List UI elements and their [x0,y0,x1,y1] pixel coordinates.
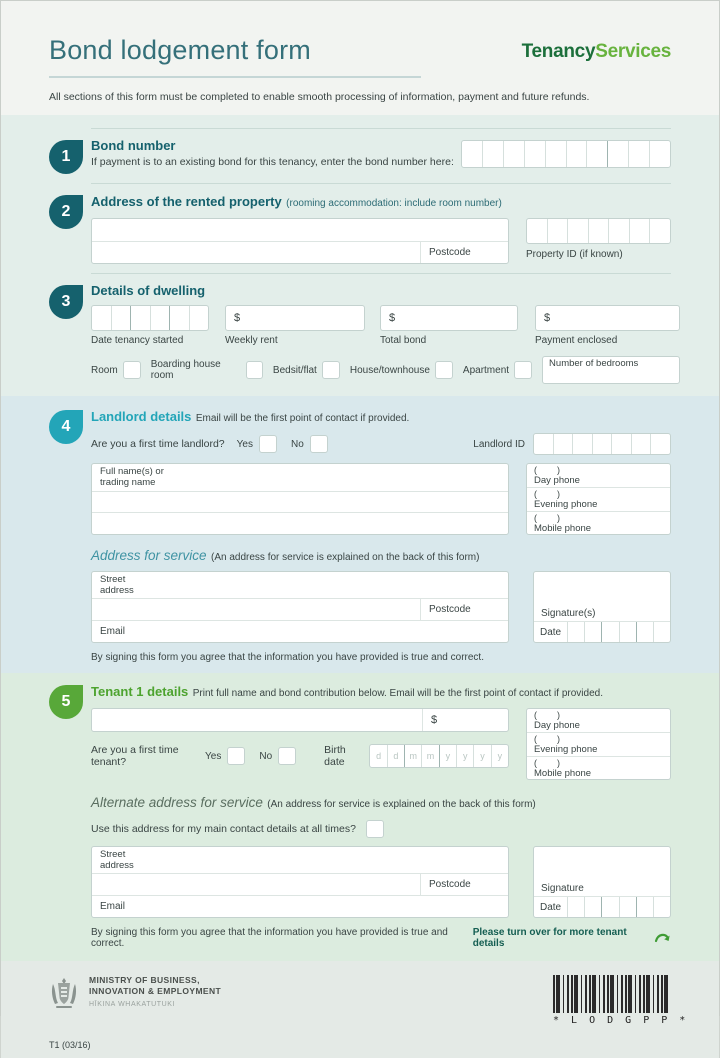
property-id-label: Property ID (if known) [526,249,623,260]
total-bond-input[interactable] [380,305,518,331]
currency-symbol: $ [431,714,438,726]
day-phone-label: Day phone [534,720,580,731]
landlord-evening-phone-field[interactable] [527,488,670,512]
ministry-line-1: MINISTRY OF BUSINESS, [89,975,200,985]
section-bond-number [49,138,671,174]
first-time-tenant-no-checkbox[interactable] [278,747,296,765]
landlord-name-input[interactable] [91,463,509,535]
section-dwelling-details [49,283,671,384]
footer [1,961,719,1058]
landlord-sign-date-input[interactable] [534,621,670,642]
day-phone-label: Day phone [534,475,580,486]
section-2-note: (rooming accommodation: include room number) [286,198,502,209]
section-property-address [49,193,671,264]
tenant-email-field[interactable] [92,896,508,917]
street-label-1: Street [100,849,126,860]
form-code: T1 (03/16) [49,1040,91,1050]
tenant-sign-date-input[interactable] [534,896,670,917]
landlord-mobile-phone-field[interactable] [527,512,670,535]
logo-tenancy: Tenancy [521,41,596,62]
use-address-question: Use this address for my main contact details at all times? [91,823,356,835]
landlord-id-label: Landlord ID [473,438,525,450]
postcode-field[interactable] [420,242,508,264]
landlord-phones-input[interactable] [526,463,671,535]
email-label: Email [100,626,126,637]
dwelling-type-boarding-label: Boarding house room [150,359,221,381]
service-address-line-2[interactable] [92,874,420,895]
section-tenant-details [49,683,671,949]
currency-symbol: $ [389,312,396,324]
landlord-email-field[interactable] [92,621,508,642]
mobile-phone-label: Mobile phone [534,523,592,534]
street-label-1: Street [100,574,126,585]
nz-coat-of-arms-icon [49,975,79,1015]
address-line-2[interactable] [92,242,420,264]
no-label: No [259,750,273,762]
phone-bracket: ( ) [534,710,560,720]
logo-services: Services [595,41,671,62]
dwelling-type-bedsit-label: Bedsit/flat [272,364,317,376]
total-bond-label: Total bond [380,335,427,346]
page-title: Bond lodgement form [49,35,311,65]
postcode-label: Postcode [429,246,471,258]
section-divider [91,128,671,129]
section-2-badge: 2 [49,195,83,229]
sections-1-3-band [1,115,719,396]
landlord-signature-box[interactable] [533,571,671,643]
signature-label: Signature(s) [541,608,596,619]
section-2-title: Address of the rented property [91,194,282,209]
service-address-line-2[interactable] [92,599,420,620]
first-time-tenant-yes-checkbox[interactable] [227,747,245,765]
mobile-phone-label: Mobile phone [534,768,592,779]
service-postcode-field[interactable] [420,599,508,620]
phone-bracket: ( ) [534,465,560,475]
number-of-bedrooms-input[interactable] [542,356,680,384]
first-time-landlord-question: Are you a first time landlord? [91,438,225,450]
turn-over-arrow-icon [655,932,671,945]
signature-area[interactable] [534,847,670,883]
section-1-subtitle: If payment is to an existing bond for this tenancy, enter the bond number here: [91,156,454,168]
birth-date-input[interactable]: d d m m y y y y [369,744,509,768]
date-label: Date [540,901,562,913]
birth-date-label: Birth date [324,744,346,768]
weekly-rent-label: Weekly rent [225,335,278,346]
evening-phone-label: Evening phone [534,744,598,755]
bedrooms-label: Number of bedrooms [549,358,639,369]
date-tenancy-label: Date tenancy started [91,335,184,346]
weekly-rent-input[interactable] [225,305,365,331]
street-label-2: address [100,860,134,872]
payment-enclosed-label: Payment enclosed [535,335,618,346]
phone-bracket: ( ) [534,758,560,768]
header [1,1,719,115]
date-label: Date [540,626,562,638]
yes-label: Yes [236,438,253,450]
barcode [553,975,671,1013]
turn-over-text: Please turn over for more tenant details [472,927,627,949]
postcode-label: Postcode [429,604,471,615]
dwelling-type-house-label: House/townhouse [349,364,430,376]
section-5-note: Print full name and bond contribution below. Email will be the first point of contact if provided. [192,688,603,699]
postcode-label: Postcode [429,879,471,890]
tenant-contribution-field[interactable] [422,709,508,731]
evening-phone-label: Evening phone [534,499,598,510]
tenant-name-field[interactable] [92,709,422,731]
phone-bracket: ( ) [534,513,560,523]
landlord-name-label-1: Full name(s) or [100,466,164,477]
tenant-phones-input[interactable] [526,708,671,780]
payment-enclosed-input[interactable] [535,305,680,331]
property-id-input[interactable] [526,218,671,244]
section-landlord-details [49,408,671,663]
tenant-day-phone-field[interactable] [527,709,670,733]
tenant-service-address-input[interactable] [91,846,509,918]
address-line-1[interactable] [92,219,508,242]
dwelling-type-room-checkbox[interactable] [123,361,141,379]
tenancy-services-logo [522,35,671,63]
landlord-id-input[interactable] [533,433,671,455]
tenant-name-contribution-input[interactable] [91,708,509,732]
service-postcode-field[interactable] [420,874,508,895]
signature-area[interactable] [534,572,670,608]
section-divider [91,183,671,184]
section-1-badge: 1 [49,140,83,174]
signature-label: Signature [541,883,584,894]
tenancy-start-date-input[interactable] [91,305,209,331]
rented-property-address-input[interactable] [91,218,509,264]
tenant-signature-box[interactable] [533,846,671,918]
currency-symbol: $ [234,312,241,324]
yes-label: Yes [205,750,222,762]
alternate-address-title: Alternate address for service [91,795,263,810]
mbie-logo [49,975,221,1015]
dwelling-type-apartment-checkbox[interactable] [514,361,532,379]
section-5-badge: 5 [49,685,83,719]
landlord-agreement-text: By signing this form you agree that the information you have provided is true and correct. [91,652,484,663]
section-4-badge: 4 [49,410,83,444]
tenant-evening-phone-field[interactable] [527,733,670,757]
ministry-line-2: INNOVATION & EMPLOYMENT [89,986,222,997]
landlord-name-label-2: trading name [100,477,156,489]
landlord-day-phone-field[interactable] [527,464,670,488]
first-time-landlord-no-checkbox[interactable] [310,435,328,453]
phone-bracket: ( ) [534,489,560,499]
tenant-agreement-text: By signing this form you agree that the information you have provided is true and correct. [91,927,448,949]
no-label: No [290,438,304,450]
address-for-service-note: (An address for service is explained on the back of this form) [211,552,480,563]
intro-text: All sections of this form must be completed to enable smooth processing of information, payment and future refunds. [49,91,590,103]
section-4-title: Landlord details [91,409,192,424]
phone-bracket: ( ) [534,734,560,744]
section-divider [91,273,671,274]
dwelling-type-apartment-label: Apartment [462,364,510,376]
dwelling-type-bedsit-checkbox[interactable] [322,361,340,379]
alternate-address-note: (An address for service is explained on the back of this form) [267,799,536,810]
dwelling-type-boarding-checkbox[interactable] [246,361,263,379]
section-3-badge: 3 [49,285,83,319]
section-4-band [1,396,719,673]
barcode-text: * L O D G P P * [553,1015,689,1026]
street-label-2: address [100,585,134,597]
use-address-checkbox[interactable] [366,820,384,838]
section-1-title: Bond number [91,138,176,153]
ministry-line-3: HĪKINA WHAKATUTUKI [89,1000,176,1008]
section-3-title: Details of dwelling [91,283,206,298]
section-4-note: Email will be the first point of contact if provided. [195,413,410,424]
landlord-name-line-3[interactable] [92,513,508,534]
tenant-mobile-phone-field[interactable] [527,757,670,780]
email-label: Email [100,901,126,912]
section-5-title: Tenant 1 details [91,684,189,699]
currency-symbol: $ [544,312,551,324]
dwelling-type-house-checkbox[interactable] [435,361,453,379]
landlord-name-line-2[interactable] [92,492,508,514]
first-time-landlord-yes-checkbox[interactable] [259,435,277,453]
section-5-band [1,673,719,961]
title-divider [49,76,421,78]
address-for-service-title: Address for service [91,548,207,563]
landlord-service-address-input[interactable] [91,571,509,643]
dwelling-type-room-label: Room [91,364,118,376]
bond-number-input[interactable] [461,140,671,168]
first-time-tenant-question: Are you a first time tenant? [91,744,179,768]
